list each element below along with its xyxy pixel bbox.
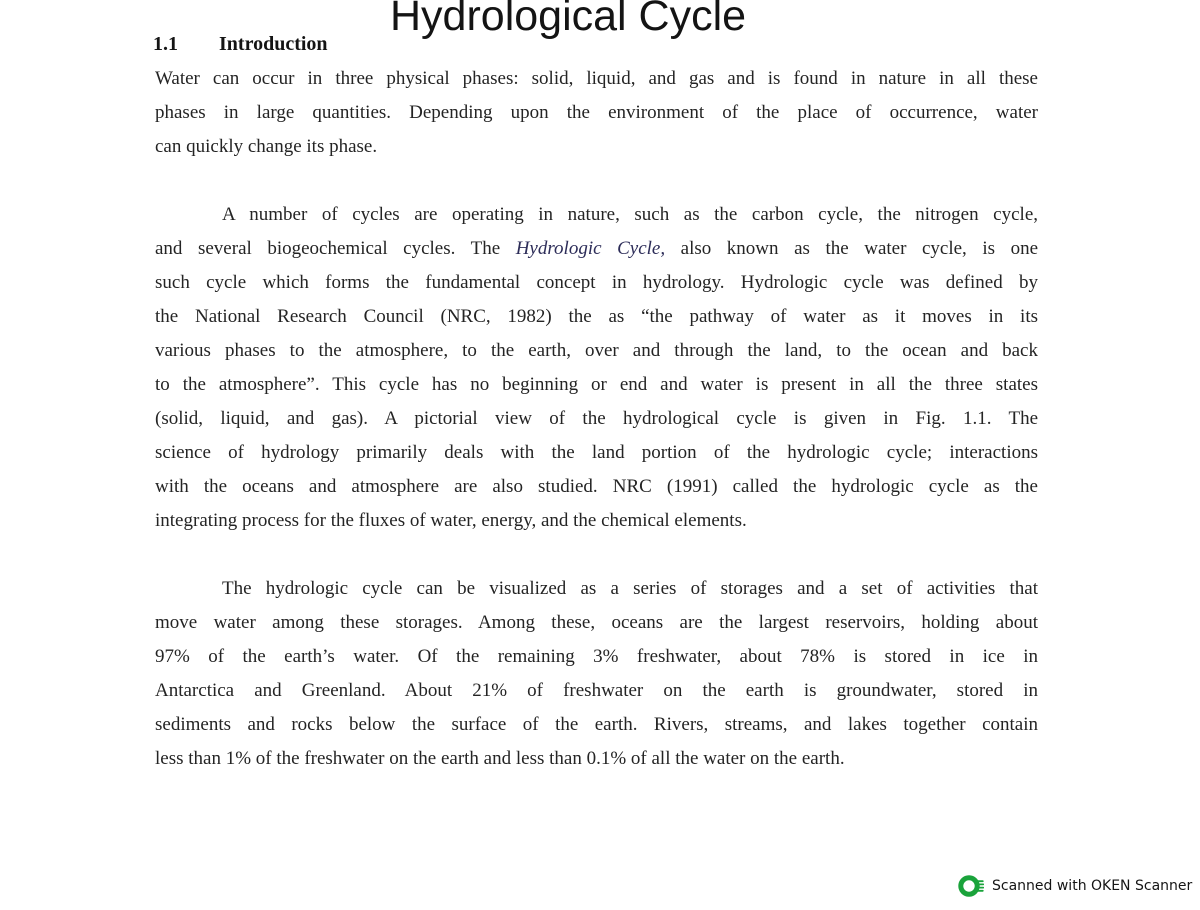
page-title: Hydrological Cycle xyxy=(390,0,747,40)
paragraph-line: The hydrologic cycle can be visualized as a series of storages and a set of activities that xyxy=(222,578,1038,599)
italic-term: Hydrologic Cycle, xyxy=(515,238,666,259)
line-text: also known as the water cycle, is one xyxy=(665,238,1038,259)
paragraph-line: science of hydrology primarily deals with the land portion of the hydrologic cycle; interactions xyxy=(155,442,1038,463)
paragraph-line: with the oceans and atmosphere are also studied. NRC (1991) called the hydrologic cycle as the xyxy=(155,476,1038,497)
line-text: and several biogeochemical cycles. The xyxy=(155,238,516,259)
paragraph-line: A number of cycles are operating in nature, such as the carbon cycle, the nitrogen cycle, xyxy=(222,204,1038,225)
paragraph-1 xyxy=(155,62,1038,164)
scanner-watermark xyxy=(958,874,1192,898)
paragraph-line: such cycle which forms the fundamental concept in hydrology. Hydrologic cycle was defined by xyxy=(155,272,1038,293)
paragraph-line: phases in large quantities. Depending upon the environment of the place of occurrence, water xyxy=(155,102,1038,123)
oken-scanner-logo-icon xyxy=(958,875,984,897)
paragraph-line: (solid, liquid, and gas). A pictorial view of the hydrological cycle is given in Fig. 1.1. The xyxy=(155,408,1038,429)
paragraph-line: the National Research Council (NRC, 1982) the as “the pathway of water as it moves in its xyxy=(155,306,1038,327)
paragraph-line: sediments and rocks below the surface of the earth. Rivers, streams, and lakes together contain xyxy=(155,714,1038,735)
paragraph-line: to the atmosphere”. This cycle has no beginning or end and water is present in all the three states xyxy=(155,374,1038,395)
paragraph-line: Antarctica and Greenland. About 21% of freshwater on the earth is groundwater, stored in xyxy=(155,680,1038,701)
paragraph-line xyxy=(155,232,1038,266)
scanner-label: Scanned with OKEN Scanner xyxy=(992,878,1193,894)
logo-ring xyxy=(961,878,977,894)
paragraph-line: move water among these storages. Among these, oceans are the largest reservoirs, holding about xyxy=(155,612,1038,633)
paragraph-line: can quickly change its phase. xyxy=(155,136,378,157)
paragraph-line: 97% of the earth’s water. Of the remaining 3% freshwater, about 78% is stored in ice in xyxy=(155,646,1038,667)
paragraph-3 xyxy=(155,572,1038,776)
section-title: Introduction xyxy=(219,33,328,55)
paragraph-line: integrating process for the fluxes of water, energy, and the chemical elements. xyxy=(155,510,747,531)
paragraph-line: various phases to the atmosphere, to the earth, over and through the land, to the ocean and back xyxy=(155,340,1038,361)
section-number: 1.1 xyxy=(153,33,178,55)
paragraph-line: Water can occur in three physical phases: solid, liquid, and gas and is found in nature in all these xyxy=(155,68,1038,89)
paragraph-2 xyxy=(155,198,1038,538)
paragraph-line: less than 1% of the freshwater on the earth and less than 0.1% of all the water on the earth. xyxy=(155,748,845,769)
section-heading xyxy=(153,31,328,57)
